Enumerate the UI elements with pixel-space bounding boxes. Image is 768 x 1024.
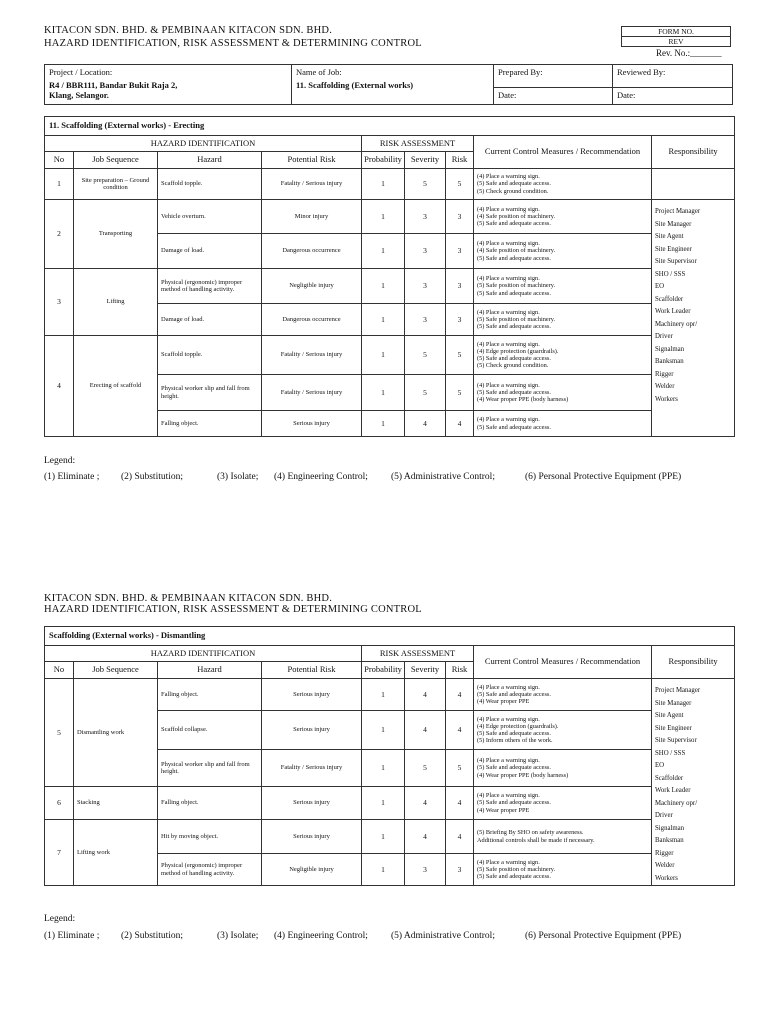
responsibility-empty [652, 169, 735, 200]
rev-label: REV [622, 37, 731, 47]
probability: 1 [362, 750, 405, 787]
probability: 1 [362, 820, 405, 854]
risk-score: 3 [446, 269, 474, 304]
probability: 1 [362, 679, 405, 711]
row-number: 1 [45, 169, 74, 200]
potential-risk: Serious injury [262, 820, 362, 854]
potential-risk: Serious injury [262, 411, 362, 437]
control-item: (4) Place a warning sign. [477, 205, 540, 213]
risk-table-erecting [44, 116, 735, 437]
no-header: No [45, 662, 74, 679]
potential-risk: Minor injury [262, 200, 362, 234]
job-sequence: Erecting of scaffold [74, 336, 158, 437]
responsibility-list [652, 679, 735, 886]
control-item: (5) Safe and adequate access. [477, 289, 551, 297]
responsibility-item: SHO / SSS [655, 270, 686, 278]
control-measures [474, 234, 652, 269]
control-measures-header: Current Control Measures / Recommendation [474, 136, 652, 169]
probability: 1 [362, 304, 405, 336]
hazard: Damage of load. [158, 304, 262, 336]
row-number: 3 [45, 269, 74, 336]
responsibility-item: Workers [655, 874, 678, 882]
table-row [45, 336, 735, 375]
risk-score: 3 [446, 234, 474, 269]
control-measures [474, 200, 652, 234]
responsibility-item: EO [655, 283, 665, 290]
control-item: (4) Place a warning sign. [477, 173, 540, 181]
responsibility-item: Workers [655, 395, 678, 403]
control-item: (5) Safe and adequate access. [477, 690, 551, 698]
responsibility-item: Driver [655, 812, 673, 819]
legend-ppe: (6) Personal Protective Equipment (PPE) [525, 931, 682, 941]
responsibility-header: Responsibility [652, 646, 735, 679]
risk-score: 4 [446, 679, 474, 711]
probability: 1 [362, 269, 405, 304]
section-title: Scaffolding (External works) - Dismantling [45, 627, 735, 646]
job-name-cell [292, 65, 494, 105]
responsibility-item: Banksman [655, 358, 684, 365]
hazard: Scaffold topple. [158, 336, 262, 375]
legend-administrative: (5) Administrative Control; [391, 472, 495, 482]
control-item: (4) Place a warning sign. [477, 757, 540, 765]
responsibility-item: Site Engineer [655, 724, 692, 732]
legend-ppe: (6) Personal Protective Equipment (PPE) [525, 472, 682, 482]
risk-table-dismantling [44, 626, 735, 886]
control-measures [474, 336, 652, 375]
risk-assessment-header: RISK ASSESSMENT [362, 136, 474, 152]
potential-risk: Fatality / Serious injury [262, 375, 362, 411]
control-item: (5) Safe and adequate access. [477, 423, 551, 431]
severity: 5 [405, 750, 446, 787]
severity-header: Severity [405, 662, 446, 679]
legend-engineering: (4) Engineering Control; [274, 931, 368, 941]
control-item: (4) Place a warning sign. [477, 792, 540, 800]
legend-title-1: Legend: [44, 456, 76, 466]
hazard: Vehicle overturn. [158, 200, 262, 234]
risk-score: 5 [446, 750, 474, 787]
severity: 3 [405, 234, 446, 269]
legend-substitution: (2) Substitution; [121, 931, 184, 941]
control-measures [474, 787, 652, 820]
responsibility-item: Site Supervisor [655, 737, 697, 744]
responsibility-item: Project Manager [655, 208, 701, 215]
control-item: Additional controls shall be made if necessary. [477, 836, 595, 844]
potential-risk: Dangerous occurrence [262, 234, 362, 269]
legend-items-2 [44, 931, 681, 941]
control-item: (4) Place a warning sign. [477, 416, 540, 424]
probability: 1 [362, 200, 405, 234]
responsibility-item: Machinery opr/ [655, 320, 698, 328]
probability-header: Probability [362, 152, 405, 169]
severity: 4 [405, 711, 446, 750]
row-number: 7 [45, 820, 74, 886]
control-measures [474, 711, 652, 750]
control-item: (4) Edge protection (guardrails). [477, 347, 559, 355]
responsibility-item: Rigger [655, 849, 674, 857]
risk-score: 4 [446, 787, 474, 820]
severity: 4 [405, 411, 446, 437]
risk-score: 3 [446, 854, 474, 886]
form-no-label: FORM NO. [622, 27, 731, 37]
row-number: 6 [45, 787, 74, 820]
severity: 4 [405, 679, 446, 711]
probability-header: Probability [362, 662, 405, 679]
risk-score: 3 [446, 200, 474, 234]
control-measures [474, 375, 652, 411]
project-location-line1: R4 / BBR111, Bandar Bukit Raja 2, [49, 80, 178, 90]
severity: 3 [405, 304, 446, 336]
risk-score: 5 [446, 336, 474, 375]
responsibility-item: Site Manager [655, 220, 692, 228]
legend-eliminate: (1) Eliminate ; [44, 472, 100, 482]
potential-risk-header: Potential Risk [262, 662, 362, 679]
responsibility-item: Scaffolder [655, 295, 684, 303]
responsibility-item: Site Agent [655, 233, 684, 240]
responsibility-item: Work Leader [655, 787, 691, 794]
reviewed-date: Date: [613, 88, 733, 105]
control-item: (4) Place a warning sign. [477, 308, 540, 316]
control-item: (4) Place a warning sign. [477, 340, 540, 348]
job-sequence: Dismantling work [74, 679, 158, 787]
project-info-table [44, 64, 733, 105]
control-measures [474, 169, 652, 200]
job-sequence: Transporting [74, 200, 158, 269]
document-title-2: HAZARD IDENTIFICATION, RISK ASSESSMENT & DETERMINING CONTROL [44, 604, 422, 615]
legend-isolate: (3) Isolate; [217, 472, 259, 482]
control-item: (5) Safe and adequate access. [477, 254, 551, 262]
form-number-box [621, 26, 731, 47]
control-item: (5) Briefing By SHO on safety awareness. [477, 829, 584, 837]
severity: 4 [405, 820, 446, 854]
potential-risk: Fatality / Serious injury [262, 750, 362, 787]
responsibility-item: Banksman [655, 837, 684, 844]
control-item: (5) Check ground condition. [477, 187, 549, 195]
control-item: (5) Safe and adequate access. [477, 730, 551, 737]
responsibility-item: Machinery opr/ [655, 799, 698, 807]
probability: 1 [362, 336, 405, 375]
severity: 3 [405, 854, 446, 886]
company-name: KITACON SDN. BHD. & PEMBINAAN KITACON SDN. BHD. [44, 25, 333, 36]
probability: 1 [362, 169, 405, 200]
legend-items-1 [44, 472, 681, 482]
control-item: (4) Place a warning sign. [477, 683, 540, 691]
project-location-cell [45, 65, 292, 105]
responsibility-list [652, 200, 735, 437]
table-row [45, 820, 735, 854]
legend-administrative: (5) Administrative Control; [391, 931, 495, 941]
severity: 5 [405, 169, 446, 200]
control-item: (4) Wear proper PPE [477, 806, 530, 814]
probability: 1 [362, 234, 405, 269]
control-item: (4) Safe position of machinery. [477, 247, 556, 255]
control-measures [474, 304, 652, 336]
risk-assessment-header: RISK ASSESSMENT [362, 646, 474, 662]
control-item: (5) Safe and adequate access. [477, 799, 551, 807]
potential-risk: Fatality / Serious injury [262, 169, 362, 200]
project-location-line2: Klang, Selangor. [49, 90, 109, 100]
job-sequence-header: Job Sequence [74, 152, 158, 169]
control-item: (5) Safe and adequate access. [477, 180, 551, 188]
hazard: Hit by moving object. [158, 820, 262, 854]
legend-title-2: Legend: [44, 914, 76, 924]
control-item: (5) Safe and adequate access. [477, 764, 551, 772]
company-name-2: KITACON SDN. BHD. & PEMBINAAN KITACON SDN. BHD. [44, 593, 333, 604]
risk-score: 4 [446, 820, 474, 854]
responsibility-item: Work Leader [655, 308, 691, 315]
risk-score: 5 [446, 169, 474, 200]
control-measures [474, 750, 652, 787]
control-measures [474, 820, 652, 854]
hazard: Falling object. [158, 787, 262, 820]
severity-header: Severity [405, 152, 446, 169]
control-item: (4) Place a warning sign. [477, 858, 540, 866]
hazard: Damage of load. [158, 234, 262, 269]
responsibility-item: Project Manager [655, 687, 701, 694]
control-item: (4) Wear proper PPE (body harness) [477, 396, 569, 404]
table-row [45, 679, 735, 711]
potential-risk: Dangerous occurrence [262, 304, 362, 336]
responsibility-item: Site Supervisor [655, 258, 697, 265]
legend-substitution: (2) Substitution; [121, 472, 184, 482]
prepared-date: Date: [494, 88, 613, 105]
control-item: (4) Place a warning sign. [477, 240, 540, 248]
control-item: (4) Wear proper PPE (body harness) [477, 771, 569, 779]
responsibility-item: EO [655, 762, 665, 769]
potential-risk: Serious injury [262, 787, 362, 820]
probability: 1 [362, 854, 405, 886]
potential-risk: Fatality / Serious injury [262, 336, 362, 375]
risk-score: 5 [446, 375, 474, 411]
reviewed-by: Reviewed By: [613, 65, 733, 88]
control-measures [474, 411, 652, 437]
hazard: Physical worker slip and fall from height. [158, 750, 262, 787]
control-item: (4) Place a warning sign. [477, 381, 540, 389]
row-number: 5 [45, 679, 74, 787]
responsibility-item: Welder [655, 862, 675, 869]
probability: 1 [362, 411, 405, 437]
control-item: (5) Safe position of machinery. [477, 282, 556, 290]
severity: 5 [405, 336, 446, 375]
control-item: (4) Place a warning sign. [477, 275, 540, 283]
project-location-label: Project / Location: [49, 67, 113, 77]
section-title: 11. Scaffolding (External works) - Erecting [45, 117, 735, 136]
no-header: No [45, 152, 74, 169]
hazard: Physical (ergonomic) improper method of handling activity. [158, 269, 262, 304]
table-row [45, 200, 735, 234]
control-item: (5) Safe and adequate access. [477, 355, 551, 362]
job-sequence: Site preparation – Ground condition [74, 169, 158, 200]
control-item: (4) Safe position of machinery. [477, 212, 556, 220]
hazard: Scaffold topple. [158, 169, 262, 200]
table-row [45, 787, 735, 820]
control-measures [474, 269, 652, 304]
hazard: Physical worker slip and fall from height. [158, 375, 262, 411]
hazard-identification-header: HAZARD IDENTIFICATION [45, 136, 362, 152]
control-item: (5) Safe position of machinery. [477, 315, 556, 323]
control-item: (5) Inform others of the work. [477, 737, 553, 745]
row-number: 4 [45, 336, 74, 437]
legend-eliminate: (1) Eliminate ; [44, 931, 100, 941]
legend-engineering: (4) Engineering Control; [274, 472, 368, 482]
job-sequence-header: Job Sequence [74, 662, 158, 679]
hazard: Falling object. [158, 411, 262, 437]
responsibility-item: Signalman [655, 824, 685, 832]
prepared-by: Prepared By: [494, 65, 613, 88]
severity: 4 [405, 787, 446, 820]
control-item: (5) Safe and adequate access. [477, 220, 551, 228]
potential-risk: Serious injury [262, 711, 362, 750]
rev-no: Rev. No.:_______ [656, 48, 722, 58]
job-sequence: Lifting work [74, 820, 158, 886]
table-row [45, 269, 735, 304]
severity: 3 [405, 269, 446, 304]
risk-score: 4 [446, 711, 474, 750]
probability: 1 [362, 711, 405, 750]
responsibility-header: Responsibility [652, 136, 735, 169]
hazard-header: Hazard [158, 152, 262, 169]
row-number: 2 [45, 200, 74, 269]
responsibility-item: Driver [655, 333, 673, 340]
control-item: (5) Check ground condition. [477, 362, 549, 370]
responsibility-item: Scaffolder [655, 774, 684, 782]
risk-header: Risk [446, 662, 474, 679]
hazard-header: Hazard [158, 662, 262, 679]
control-measures [474, 679, 652, 711]
control-item: (5) Safe and adequate access. [477, 873, 551, 881]
probability: 1 [362, 787, 405, 820]
document-title: HAZARD IDENTIFICATION, RISK ASSESSMENT & DETERMINING CONTROL [44, 38, 422, 49]
responsibility-item: Rigger [655, 370, 674, 378]
potential-risk: Serious injury [262, 679, 362, 711]
job-name-value: 11. Scaffolding (External works) [296, 80, 414, 90]
risk-score: 4 [446, 411, 474, 437]
severity: 5 [405, 375, 446, 411]
control-item: (5) Safe and adequate access. [477, 388, 551, 396]
control-item: (5) Safe position of machinery. [477, 865, 556, 873]
job-name-label: Name of Job: [296, 67, 342, 77]
control-item: (4) Place a warning sign. [477, 715, 540, 723]
control-item: (4) Wear proper PPE [477, 698, 530, 706]
probability: 1 [362, 375, 405, 411]
control-measures [474, 854, 652, 886]
potential-risk: Negligible injury [262, 269, 362, 304]
job-sequence: Stacking [74, 787, 158, 820]
table-row [45, 169, 735, 200]
risk-header: Risk [446, 152, 474, 169]
hazard-identification-header: HAZARD IDENTIFICATION [45, 646, 362, 662]
responsibility-item: Site Engineer [655, 245, 692, 253]
severity: 3 [405, 200, 446, 234]
responsibility-item: Site Agent [655, 712, 684, 719]
responsibility-item: Site Manager [655, 699, 692, 707]
control-item: (4) Edge protection (guardrails). [477, 722, 559, 730]
responsibility-item: Signalman [655, 345, 685, 353]
potential-risk-header: Potential Risk [262, 152, 362, 169]
responsibility-item: SHO / SSS [655, 749, 686, 757]
hazard: Falling object. [158, 679, 262, 711]
hazard: Physical (ergonomic) improper method of handling activity. [158, 854, 262, 886]
control-item: (5) Safe and adequate access. [477, 323, 551, 331]
potential-risk: Negligible injury [262, 854, 362, 886]
hazard: Scaffold collapse. [158, 711, 262, 750]
job-sequence: Lifting [74, 269, 158, 336]
legend-isolate: (3) Isolate; [217, 931, 259, 941]
responsibility-item: Welder [655, 383, 675, 390]
risk-score: 3 [446, 304, 474, 336]
control-measures-header: Current Control Measures / Recommendation [474, 646, 652, 679]
